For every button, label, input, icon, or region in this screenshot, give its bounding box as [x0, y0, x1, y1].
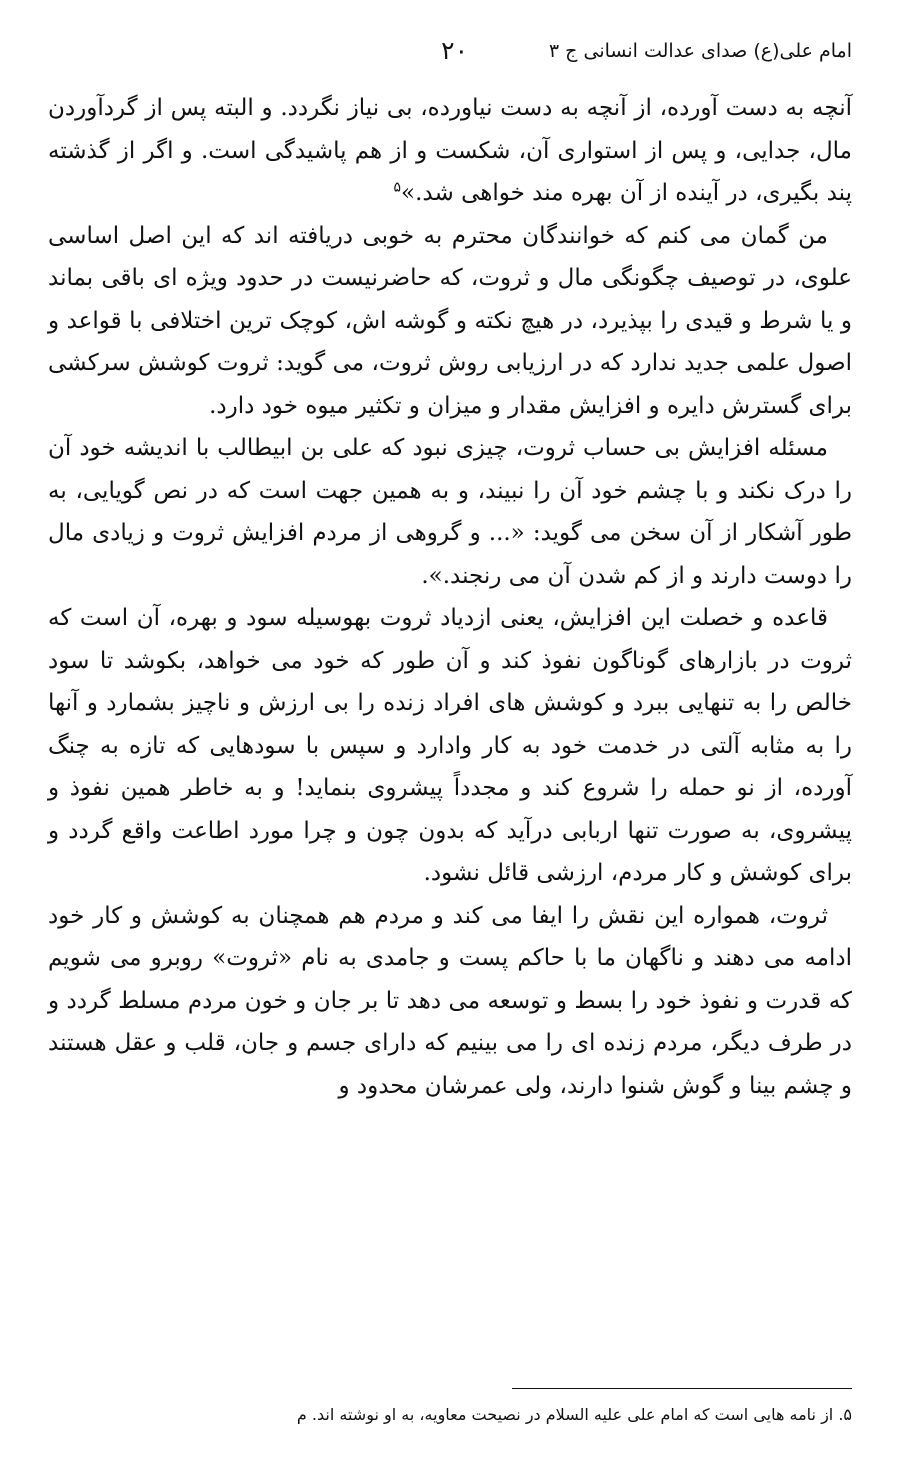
footnote-divider: [512, 1388, 852, 1389]
footnote: ۵. از نامه هایی است که امام علی علیه السلام در نصیحت معاویه، به او نوشته اند. م: [296, 1405, 852, 1424]
paragraph-text: آنچه به دست آورده، از آنچه به دست نیاورده، بی نیاز نگردد. و البته پس از گردآوردن مال، جدایی، و پس از استواری آن، شکست و از هم پاشیدگی است. و اگر از گذشته پند بگیری، در آینده از آن بهره مند خواهی شد.»: [48, 95, 852, 206]
paragraph: قاعده و خصلت این افزایش، یعنی ازدیاد ثروت بهوسیله سود و بهره، آن است که ثروت در بازارهای گوناگون نفوذ کند و آن طور که خود می خواهد، بکوشد تا سود خالص را به تنهایی ببرد و کوشش های افراد زنده را بی ارزش و ناچیز بشمارد و آنها را به مثابه آلتی در خدمت خود به کار وادارد و سپس با سودهایی که تازه به چنگ آورده، از نو حمله را شروع کند و مجدداً پیشروی بنماید! و به خاطر همین نفوذ و پیشروی، به صورت تنها اربابی درآید که بدون چون و چرا مورد اطاعت واقع گردد و برای کوشش و کار مردم، ارزشی قائل نشود.: [48, 605, 852, 886]
paragraph: [48, 87, 852, 215]
paragraph: مسئله افزایش بی حساب ثروت، چیزی نبود که علی بن ابیطالب با اندیشه خود آن را درک نکند و با چشم خود آن را نبیند، و به همین جهت است که در نص گویایی، به طور آشکار از آن سخن می گوید: «... و گروهی از مردم افزایش ثروت و زیادی مال را دوست دارند و از کم شدن آن می رنجند.».: [48, 435, 852, 589]
footnote-reference: ۵: [393, 179, 402, 196]
page-header: [48, 36, 852, 70]
paragraph: ثروت، همواره این نقش را ایفا می کند و مردم هم همچنان به کوشش و کار خود ادامه می دهند و ناگهان ما با حاکم پست و جامدی به نام «ثروت» روبرو می شویم که قدرت و نفوذ خود را بسط و توسعه می دهد تا بر جان و خون مردم مسلط گردد و در طرف دیگر، مردم زنده ای را می بینیم که دارای جسم و جان، قلب و عقل هستند و چشم بینا و گوش شنوا دارند، ولی عمرشان محدود و: [48, 902, 852, 1099]
paragraph: من گمان می کنم که خوانندگان محترم به خوبی دریافته اند که این اصل اساسی علوی، در توصیف چگونگی مال و ثروت، که حاضرنیست در حدود ویژه ای باقی بماند و یا شرط و قیدی را بپذیرد، در هیچ نکته و گوشه اش، کوچک ترین اختلافی با قواعد و اصول علمی جدید ندارد که در ارزیابی روش ثروت، می گوید: ثروت کوشش سرکشی برای گسترش دایره و افزایش مقدار و میزان و تکثیر میوه خود دارد.: [48, 222, 852, 419]
body-text: [48, 87, 852, 1107]
page-number: ۲۰: [441, 36, 468, 65]
running-title: امام علی(ع) صدای عدالت انسانی ج ۳: [548, 40, 852, 62]
